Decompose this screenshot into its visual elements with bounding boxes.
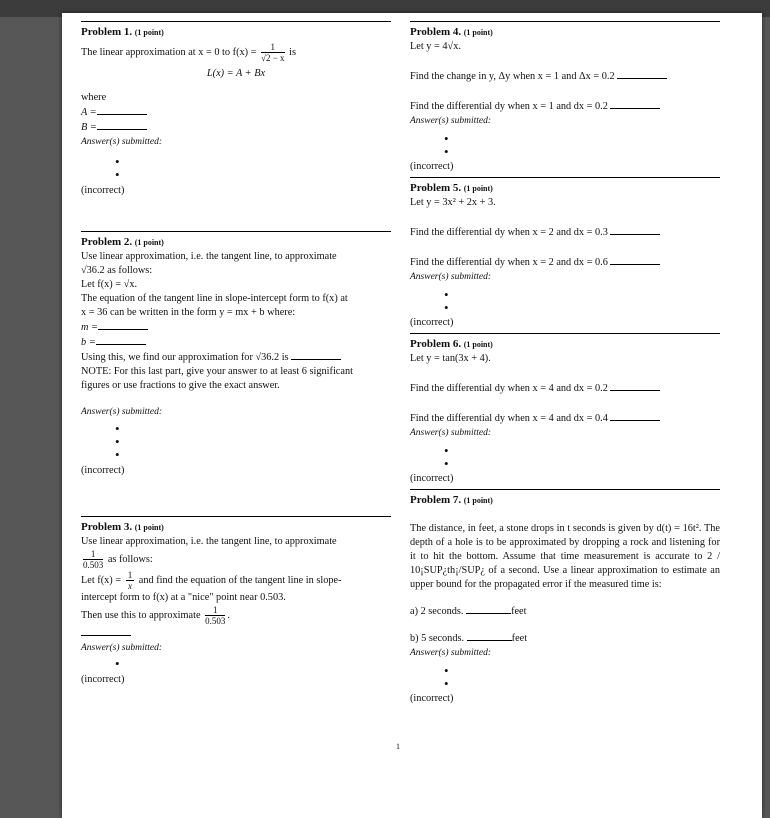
text: Find the differential dy when x = 1 and dx = 0.2 — [410, 101, 608, 112]
answers-submitted: Answer(s) submitted: — [410, 272, 492, 282]
bullet: • — [444, 144, 449, 159]
answers-submitted: Answer(s) submitted: — [81, 407, 163, 417]
points: (1 point) — [134, 238, 164, 247]
text: where — [81, 92, 107, 103]
bullet: • — [115, 447, 120, 462]
bullet: • — [444, 300, 449, 315]
problem-title: Problem 5. — [410, 182, 462, 194]
part-a-label: a) 2 seconds. — [410, 606, 464, 617]
status: (incorrect) — [410, 161, 454, 172]
text: Use linear approximation, i.e. the tangent line, to approximate — [81, 536, 337, 547]
answer-input[interactable] — [610, 255, 660, 265]
text: Let y = 4√x. — [410, 41, 461, 52]
problem-1 — [81, 21, 391, 198]
problem-7 — [410, 489, 720, 706]
answer-input[interactable] — [610, 225, 660, 235]
text: Find the differential dy when x = 4 and dx = 0.4 — [410, 413, 608, 424]
bullet: • — [444, 676, 449, 691]
text: Find the change in y, Δy when x = 1 and Δx = 0.2 — [410, 71, 615, 82]
status: (incorrect) — [81, 185, 125, 196]
points: (1 point) — [463, 496, 493, 505]
page-number: 1 — [396, 742, 400, 751]
answers-submitted: Answer(s) submitted: — [81, 643, 163, 653]
bullet: • — [444, 287, 449, 302]
text: Find the differential dy when x = 2 and dx = 0.3 — [410, 227, 608, 238]
status: (incorrect) — [81, 465, 125, 476]
points: (1 point) — [134, 523, 164, 532]
text: Use linear approximation, i.e. the tangent line, to approximate — [81, 251, 337, 262]
approx-input[interactable] — [291, 350, 341, 360]
text: Find the differential dy when x = 2 and dx = 0.6 — [410, 257, 608, 268]
points: (1 point) — [134, 28, 164, 37]
text: Let y = 3x² + 2x + 3. — [410, 197, 496, 208]
problem-5 — [410, 177, 720, 330]
text: Find the differential dy when x = 4 and dx = 0.2 — [410, 383, 608, 394]
text: as follows: — [107, 553, 153, 565]
bullet: • — [444, 456, 449, 471]
answer-input[interactable] — [610, 411, 660, 421]
answer-b-input[interactable] — [96, 335, 146, 345]
text: Let y = tan(3x + 4). — [410, 353, 491, 364]
answer-input[interactable] — [617, 69, 667, 79]
answers-submitted: Answer(s) submitted: — [81, 137, 163, 147]
bullet: • — [115, 167, 120, 182]
text: Using this, we find our approximation for √36.2 is — [81, 352, 289, 363]
text: The linear approximation at x = 0 to f(x) = — [81, 46, 257, 58]
problem-title: Problem 2. — [81, 236, 133, 248]
bullet: • — [115, 656, 120, 671]
problem-title: Problem 4. — [410, 26, 462, 38]
label-a: A = — [81, 107, 97, 118]
bullet: • — [444, 663, 449, 678]
text: figures or use fractions to give the exact answer. — [81, 380, 280, 391]
points: (1 point) — [463, 28, 493, 37]
label-b: B = — [81, 122, 97, 133]
label-b: b = — [81, 337, 96, 348]
answer-a-input[interactable] — [466, 604, 511, 614]
fraction: $\frac{1}{0.503}$ — [83, 549, 104, 570]
answer-a-input[interactable] — [97, 105, 147, 115]
answer-input[interactable] — [610, 381, 660, 391]
problem-4 — [410, 21, 720, 174]
label-m: m = — [81, 322, 98, 333]
points: (1 point) — [463, 184, 493, 193]
problem-text: The distance, in feet, a stone drops in t seconds is given by d(t) = 16t². The depth of a hole is to be approximated by dropping a rock and listening for it to hit the bottom. Assume that time measurement is accurate to 2 / 10¡SUP¿th¡/SUP¿ of a second. Use a linear approximation to estimate an upper bound for the propagated error if the measured time is: — [410, 523, 720, 590]
answers-submitted: Answer(s) submitted: — [410, 116, 492, 126]
part-b-label: b) 5 seconds. — [410, 633, 465, 644]
status: (incorrect) — [81, 674, 125, 685]
problem-title: Problem 7. — [410, 494, 462, 506]
points: (1 point) — [463, 340, 493, 349]
problem-6 — [410, 333, 720, 486]
answer-input[interactable] — [610, 99, 660, 109]
text: and find the equation of the tangent line in slope- — [138, 574, 342, 586]
text: NOTE: For this last part, give your answer to at least 6 significant — [81, 366, 353, 377]
fraction: $\frac{1}{√2 - x}$ — [261, 42, 285, 63]
text: Let f(x) = — [81, 574, 122, 586]
bullet: • — [115, 154, 120, 169]
unit: feet — [511, 633, 528, 644]
status: (incorrect) — [410, 317, 454, 328]
bullet: • — [115, 434, 120, 449]
text: x = 36 can be written in the form y = mx + b where: — [81, 307, 296, 318]
text: intercept form to f(x) at a "nice" point near 0.503. — [81, 592, 286, 603]
bullet: • — [444, 443, 449, 458]
text: Let f(x) = √x. — [81, 279, 138, 290]
document-page — [62, 13, 762, 818]
unit: feet — [511, 606, 527, 617]
answer-b-input[interactable] — [467, 631, 512, 641]
answers-submitted: Answer(s) submitted: — [410, 428, 492, 438]
answer-m-input[interactable] — [98, 320, 148, 330]
problem-3: Problem 3. (1 point) Use linear approximation, i.e. the tangent line, to approximate $\frac{1}{0.503}$ as follows: Let f(x) = $\frac{1}{x}$ and find the equation of the tangent line in slope- intercept form to f(x) at a "nice" point near 0.503. Then use this to approximate $\frac{1}{0.503}$ . Answer(s) submitted: • (incorrect) — [81, 516, 391, 687]
problem-2 — [81, 231, 391, 478]
fraction: $\frac{1}{x}$ — [127, 570, 133, 591]
text: The equation of the tangent line in slope-intercept form to f(x) at — [81, 293, 348, 304]
approx-input[interactable] — [81, 626, 131, 636]
problem-title: Problem 1. — [81, 26, 133, 38]
text: Then use this to approximate — [81, 609, 201, 621]
text: is — [289, 46, 297, 58]
answer-b-input[interactable] — [97, 120, 147, 130]
status: (incorrect) — [410, 693, 454, 704]
problem-title: Problem 6. — [410, 338, 462, 350]
text: √36.2 as follows: — [81, 265, 153, 276]
problem-title: Problem 3. — [81, 521, 133, 533]
bullet: • — [444, 131, 449, 146]
fraction: $\frac{1}{0.503}$ — [205, 605, 226, 626]
status: (incorrect) — [410, 473, 454, 484]
formula: L(x) = A + Bx — [206, 68, 266, 79]
bullet: • — [115, 421, 120, 436]
answers-submitted: Answer(s) submitted: — [410, 648, 492, 658]
